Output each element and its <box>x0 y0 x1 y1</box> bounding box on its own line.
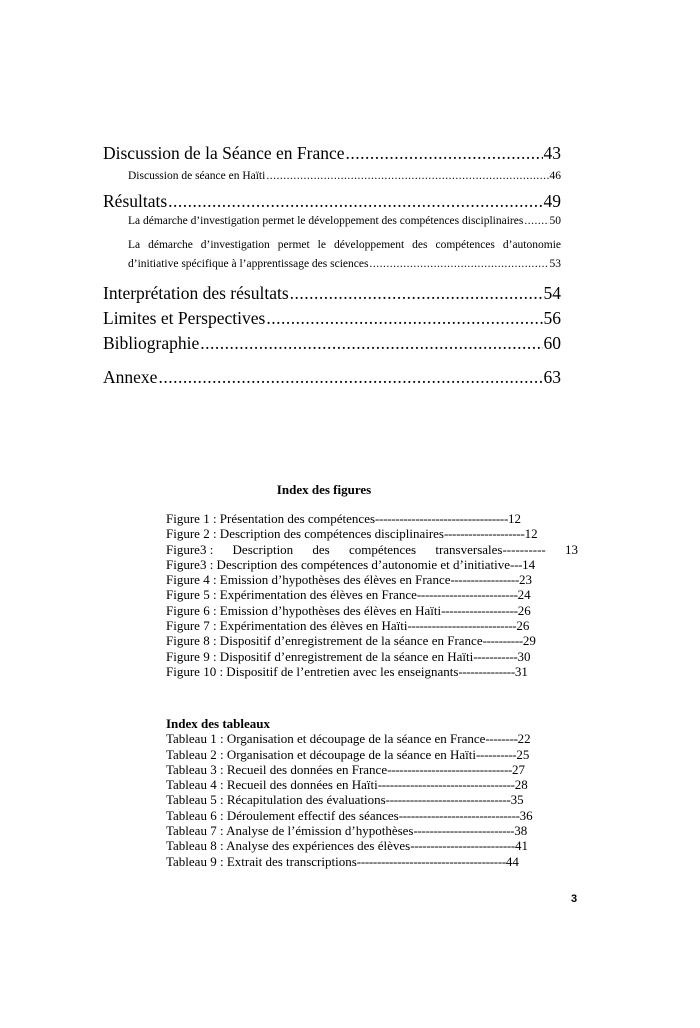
figure-entry[interactable]: Figure 6 : Emission d’hypothèses des élèves en Haïti ------------------- 26 <box>166 602 531 618</box>
toc-entry-label: Interprétation des résultats <box>103 283 289 303</box>
toc-entry-page: 49 <box>543 191 561 211</box>
table-entry[interactable]: Tableau 5 : Récapitulation des évaluations ------------------------------- 35 <box>166 792 524 808</box>
toc-entry-page: 43 <box>543 143 561 163</box>
dot-leader <box>158 367 542 388</box>
figures-index-list <box>166 511 578 679</box>
figure-entry[interactable]: Figure 4 : Emission d’hypothèses des élèves en France ----------------- 23 <box>166 572 532 588</box>
toc-entry-label: Annexe <box>103 367 158 387</box>
toc-entry-page: 46 <box>549 170 561 182</box>
toc-entry-label-line2: d’initiative spécifique à l’apprentissage des sciences <box>128 258 369 270</box>
toc-entry[interactable] <box>103 333 561 354</box>
toc-entry-page: 60 <box>543 333 561 353</box>
table-entry[interactable]: Tableau 1 : Organisation et découpage de la séance en France -------- 22 <box>166 731 531 747</box>
toc-entry-page: 56 <box>543 308 561 328</box>
toc-entry-label: Discussion de séance en Haïti <box>128 170 266 182</box>
toc-entry-label-line1: La démarche d’investigation permet le développement des compétences d’autonomie <box>128 239 561 251</box>
figure-entry[interactable]: Figure 5 : Expérimentation des élèves en France ------------------------- 24 <box>166 587 531 603</box>
toc-entry[interactable] <box>128 170 561 182</box>
tables-index-list <box>166 716 533 869</box>
figures-index-title: Index des figures <box>276 482 372 497</box>
figure-entry[interactable]: Figure 2 : Description des compétences disciplinaires -------------------- 12 <box>166 526 538 542</box>
toc-entry-page: 54 <box>543 283 561 303</box>
figure-entry[interactable]: Figure3 : Description des compétences transversales---------- 13 <box>166 541 578 557</box>
table-entry[interactable]: Tableau 8 : Analyse des expériences des élèves -------------------------- 41 <box>166 838 528 854</box>
toc-entry[interactable] <box>128 215 561 227</box>
toc-entry-page: 50 <box>549 215 561 227</box>
toc-entry[interactable] <box>103 143 561 164</box>
table-entry[interactable]: Tableau 7 : Analyse de l’émission d’hypothèses ------------------------- 38 <box>166 823 528 839</box>
dot-leader <box>524 215 548 227</box>
table-entry[interactable]: Tableau 2 : Organisation et découpage de la séance en Haïti ---------- 25 <box>166 746 530 762</box>
figure-entry[interactable]: Figure 8 : Dispositif d’enregistrement de la séance en France ---------- 29 <box>166 633 536 649</box>
table-entry[interactable]: Tableau 6 : Déroulement effectif des séances ------------------------------ 36 <box>166 807 533 823</box>
page-number: 3 <box>571 893 578 905</box>
toc-entry-page: 63 <box>543 367 561 387</box>
toc-entry-label: La démarche d’investigation permet le développement des compétences disciplinaires <box>128 215 524 227</box>
figure-entry[interactable]: Figure 7 : Expérimentation des élèves en Haïti --------------------------- 26 <box>166 618 530 634</box>
dot-leader <box>266 170 548 182</box>
toc-entry-label: Bibliographie <box>103 333 200 353</box>
figure-entry[interactable]: Figure 1 : Présentation des compétences --------------------------------- 12 <box>166 511 521 526</box>
figure-entry[interactable]: Figure 10 : Dispositif de l’entretien avec les enseignants -------------- 31 <box>166 663 528 679</box>
table-entry[interactable]: Tableau 3 : Recueil des données en France ------------------------------- 27 <box>166 761 525 777</box>
figure-entry[interactable]: Figure3 : Description des compétences d’autonomie et d’initiative --- 14 <box>166 556 536 572</box>
dot-leader <box>369 255 548 274</box>
toc-entry[interactable] <box>103 191 561 212</box>
toc-entry[interactable] <box>103 308 561 329</box>
figure-entry[interactable]: Figure 9 : Dispositif d’enregistrement de la séance en Haïti ----------- 30 <box>166 648 531 664</box>
tables-index-title: Index des tableaux <box>166 716 271 731</box>
dot-leader <box>266 308 542 329</box>
toc-entry-label: Limites et Perspectives <box>103 308 266 328</box>
toc-entry-label: Discussion de la Séance en France <box>103 143 345 163</box>
dot-leader <box>168 191 542 212</box>
toc-entry-page: 53 <box>549 258 561 270</box>
toc-entry-label: Résultats <box>103 191 168 211</box>
dot-leader <box>200 333 542 354</box>
table-entry[interactable]: Tableau 4 : Recueil des données en Haïti ---------------------------------- 28 <box>166 777 528 793</box>
toc-entry[interactable] <box>103 283 561 304</box>
dot-leader <box>290 283 543 304</box>
toc-entry[interactable] <box>128 236 561 274</box>
table-entry[interactable]: Tableau 9 : Extrait des transcriptions ------------------------------------- 44 <box>166 853 519 869</box>
dot-leader <box>346 143 543 164</box>
toc-entry[interactable] <box>103 367 561 388</box>
